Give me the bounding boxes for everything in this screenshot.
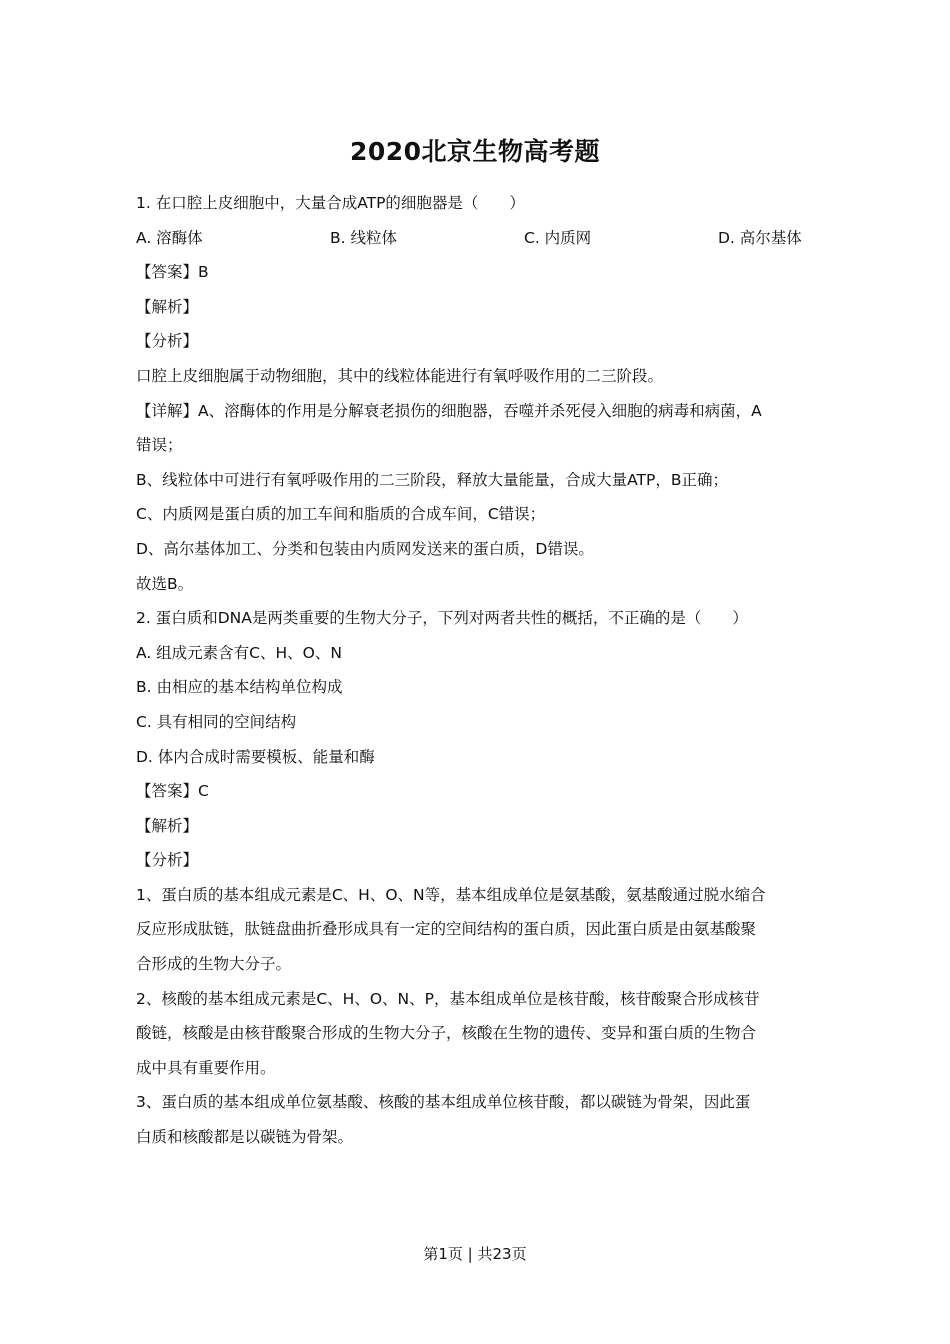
- page-footer: 第1页 | 共23页: [423, 1245, 527, 1263]
- option-b: B. 线粒体: [330, 228, 397, 247]
- option-a: A. 溶酶体: [136, 228, 203, 247]
- question-2-jiexi-heading: 【解析】: [136, 816, 199, 835]
- analysis-line: 口腔上皮细胞属于动物细胞，其中的线粒体能进行有氧呼吸作用的二三阶段。: [136, 366, 664, 385]
- option-d: D. 高尔基体: [718, 228, 802, 247]
- option-c: C. 具有相同的空间结构: [136, 712, 297, 731]
- document-body: [136, 186, 816, 1155]
- question-1-fenxi-heading: 【分析】: [136, 332, 199, 351]
- analysis-line: 2、核酸的基本组成元素是C、H、O、N、P，基本组成单位是核苷酸，核苷酸聚合形成核苷: [136, 989, 760, 1008]
- analysis-line: 成中具有重要作用。: [136, 1058, 276, 1077]
- analysis-line: C、内质网是蛋白质的加工车间和脂质的合成车间，C错误；: [136, 505, 546, 524]
- question-1-stem: 1. 在口腔上皮细胞中，大量合成ATP的细胞器是（ ）: [136, 194, 525, 212]
- question-2-fenxi-heading: 【分析】: [136, 851, 199, 870]
- question-1-options: [136, 221, 816, 256]
- analysis-line: D、高尔基体加工、分类和包装由内质网发送来的蛋白质，D错误。: [136, 539, 594, 558]
- analysis-line: B、线粒体中可进行有氧呼吸作用的二三阶段，释放大量能量，合成大量ATP，B正确；: [136, 470, 728, 489]
- question-1-answer: 【答案】B: [136, 263, 209, 282]
- analysis-line: 故选B。: [136, 574, 194, 593]
- option-c: C. 内质网: [524, 228, 592, 247]
- analysis-line: 合形成的生物大分子。: [136, 955, 292, 974]
- analysis-line: 错误；: [136, 436, 183, 455]
- option-a: A. 组成元素含有C、H、O、N: [136, 643, 342, 662]
- question-1-jiexi-heading: 【解析】: [136, 297, 199, 316]
- question-2-answer: 【答案】C: [136, 782, 209, 801]
- analysis-line: 反应形成肽链，肽链盘曲折叠形成具有一定的空间结构的蛋白质，因此蛋白质是由氨基酸聚: [136, 920, 757, 939]
- question-2-stem: 2. 蛋白质和DNA是两类重要的生物大分子，下列对两者共性的概括，不正确的是（ ）: [136, 609, 748, 628]
- page-title: 2020北京生物高考题: [349, 137, 601, 166]
- analysis-line: 白质和核酸都是以碳链为骨架。: [136, 1128, 354, 1147]
- analysis-line: 1、蛋白质的基本组成元素是C、H、O、N等，基本组成单位是氨基酸，氨基酸通过脱水缩合: [136, 885, 766, 904]
- analysis-line: 3、蛋白质的基本组成单位氨基酸、核酸的基本组成单位核苷酸，都以碳链为骨架，因此蛋: [136, 1093, 751, 1112]
- option-d: D. 体内合成时需要模板、能量和酶: [136, 747, 375, 766]
- analysis-line: 酸链，核酸是由核苷酸聚合形成的生物大分子，核酸在生物的遗传、变异和蛋白质的生物合: [136, 1024, 757, 1043]
- option-b: B. 由相应的基本结构单位构成: [136, 678, 343, 697]
- analysis-line: 【详解】A、溶酶体的作用是分解衰老损伤的细胞器，吞噬并杀死侵入细胞的病毒和病菌，A: [136, 401, 762, 420]
